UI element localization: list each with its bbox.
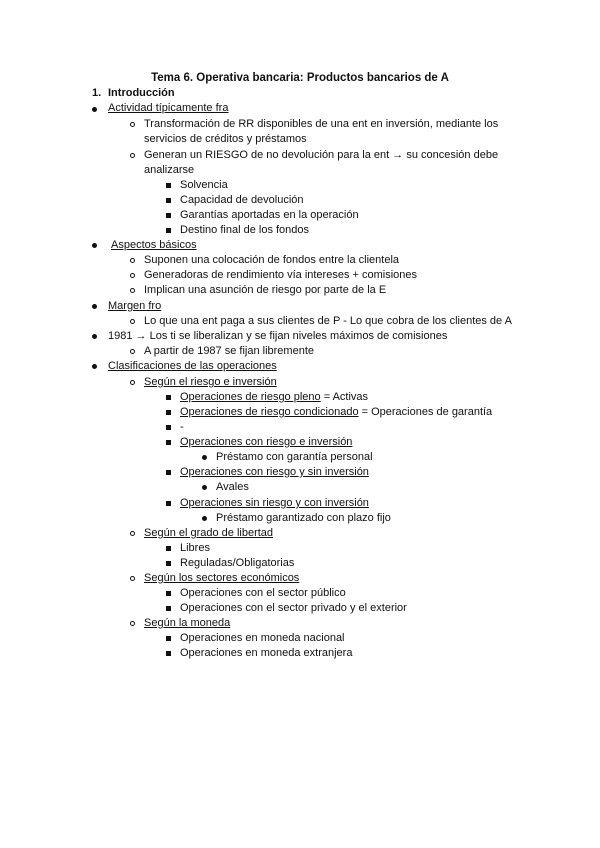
bullet-dot bbox=[92, 304, 97, 309]
list-item-clasificaciones: Clasificaciones de las operaciones bbox=[108, 360, 277, 372]
bullet-circle bbox=[130, 576, 135, 581]
list-item-segun-moneda: Según la moneda bbox=[144, 617, 231, 629]
bullet-circle bbox=[130, 288, 135, 293]
list-item-segun-libertad: Según el grado de libertad bbox=[144, 527, 274, 539]
bullet-dot bbox=[202, 455, 207, 460]
list-item: Capacidad de devolución bbox=[180, 194, 304, 206]
bullet-dot bbox=[92, 107, 97, 112]
bullet-circle bbox=[130, 122, 135, 127]
list-item: Operaciones con riesgo e inversión bbox=[180, 436, 353, 448]
bullet-circle bbox=[130, 349, 135, 354]
bullet-circle bbox=[130, 258, 135, 263]
list-item: Operaciones en moneda nacional bbox=[180, 632, 345, 644]
list-item: Operaciones con el sector privado y el exterior bbox=[180, 602, 407, 614]
bullet-circle bbox=[130, 380, 135, 385]
bullet-dot bbox=[92, 334, 97, 339]
bullet-square bbox=[166, 470, 171, 475]
bullet-circle bbox=[130, 531, 135, 536]
list-item: Generan un RIESGO de no devolución para la ent → su concesión debe bbox=[144, 149, 499, 161]
list-item-margen: Margen fro bbox=[108, 300, 162, 312]
list-item-1981: 1981 → Los ti se liberalizan y se fijan niveles máximos de comisiones bbox=[108, 330, 448, 342]
list-item: Operaciones sin riesgo y con inversión bbox=[180, 497, 369, 509]
bullet-square bbox=[166, 501, 171, 506]
term-riesgo-condicionado: Operaciones de riesgo condicionado bbox=[180, 406, 359, 418]
list-item: Solvencia bbox=[180, 179, 228, 191]
bullet-circle bbox=[130, 153, 135, 158]
bullet-dot bbox=[202, 516, 207, 521]
list-item-actividad: Actividad típicamente fra bbox=[108, 102, 229, 114]
bullet-square bbox=[166, 561, 171, 566]
list-item: Generadoras de rendimiento vía intereses + comisiones bbox=[144, 269, 418, 281]
list-item: Garantías aportadas en la operación bbox=[180, 209, 359, 221]
term-definition: = Operaciones de garantía bbox=[358, 406, 493, 418]
list-item-segun-riesgo: Según el riesgo e inversión bbox=[144, 376, 277, 388]
list-item: Operaciones con riesgo y sin inversión bbox=[180, 466, 369, 478]
bullet-square bbox=[166, 213, 171, 218]
list-item: A partir de 1987 se fijan libremente bbox=[144, 345, 314, 357]
bullet-square bbox=[166, 591, 171, 596]
document-title: Tema 6. Operativa bancaria: Productos bancarios de A bbox=[151, 72, 449, 84]
list-item: Suponen una colocación de fondos entre la clientela bbox=[144, 254, 400, 266]
section-number: 1. bbox=[92, 87, 102, 99]
list-item: Préstamo con garantía personal bbox=[216, 451, 373, 463]
bullet-square bbox=[166, 183, 171, 188]
list-item: Reguladas/Obligatorias bbox=[180, 557, 295, 569]
term-riesgo-pleno: Operaciones de riesgo pleno bbox=[180, 391, 321, 403]
bullet-square bbox=[166, 606, 171, 611]
bullet-circle bbox=[130, 273, 135, 278]
bullet-square bbox=[166, 440, 171, 445]
list-item-segun-sectores: Según los sectores económicos bbox=[144, 572, 300, 584]
list-item: Operaciones en moneda extranjera bbox=[180, 647, 353, 659]
bullet-square bbox=[166, 198, 171, 203]
bullet-circle bbox=[130, 319, 135, 324]
list-item: Lo que una ent paga a sus clientes de P - Lo que cobra de los clientes de A bbox=[144, 315, 512, 327]
list-item-continuation: servicios de créditos y préstamos bbox=[144, 133, 307, 145]
list-item-continuation: analizarse bbox=[144, 164, 195, 176]
bullet-square bbox=[166, 425, 171, 430]
bullet-square bbox=[166, 651, 171, 656]
list-item: Implican una asunción de riesgo por parte de la E bbox=[144, 284, 387, 296]
list-item: Avales bbox=[216, 481, 249, 493]
list-item bbox=[180, 390, 368, 404]
list-item: Transformación de RR disponibles de una ent en inversión, mediante los bbox=[144, 118, 499, 130]
bullet-square bbox=[166, 395, 171, 400]
bullet-dot bbox=[202, 485, 207, 490]
bullet-square bbox=[166, 410, 171, 415]
bullet-dot bbox=[92, 243, 97, 248]
section-title: Introducción bbox=[108, 87, 175, 99]
list-item: Préstamo garantizado con plazo fijo bbox=[216, 512, 391, 524]
list-item: Destino final de los fondos bbox=[180, 224, 310, 236]
list-item: Libres bbox=[180, 542, 210, 554]
bullet-dot bbox=[92, 364, 97, 369]
list-item: Operaciones con el sector público bbox=[180, 587, 346, 599]
bullet-square bbox=[166, 228, 171, 233]
term-definition: = Activas bbox=[320, 391, 369, 403]
list-item-aspectos: Aspectos básicos bbox=[111, 239, 197, 251]
list-item bbox=[180, 405, 492, 419]
bullet-square bbox=[166, 636, 171, 641]
bullet-circle bbox=[130, 621, 135, 626]
bullet-square bbox=[166, 546, 171, 551]
list-item-dash: - bbox=[180, 421, 184, 433]
